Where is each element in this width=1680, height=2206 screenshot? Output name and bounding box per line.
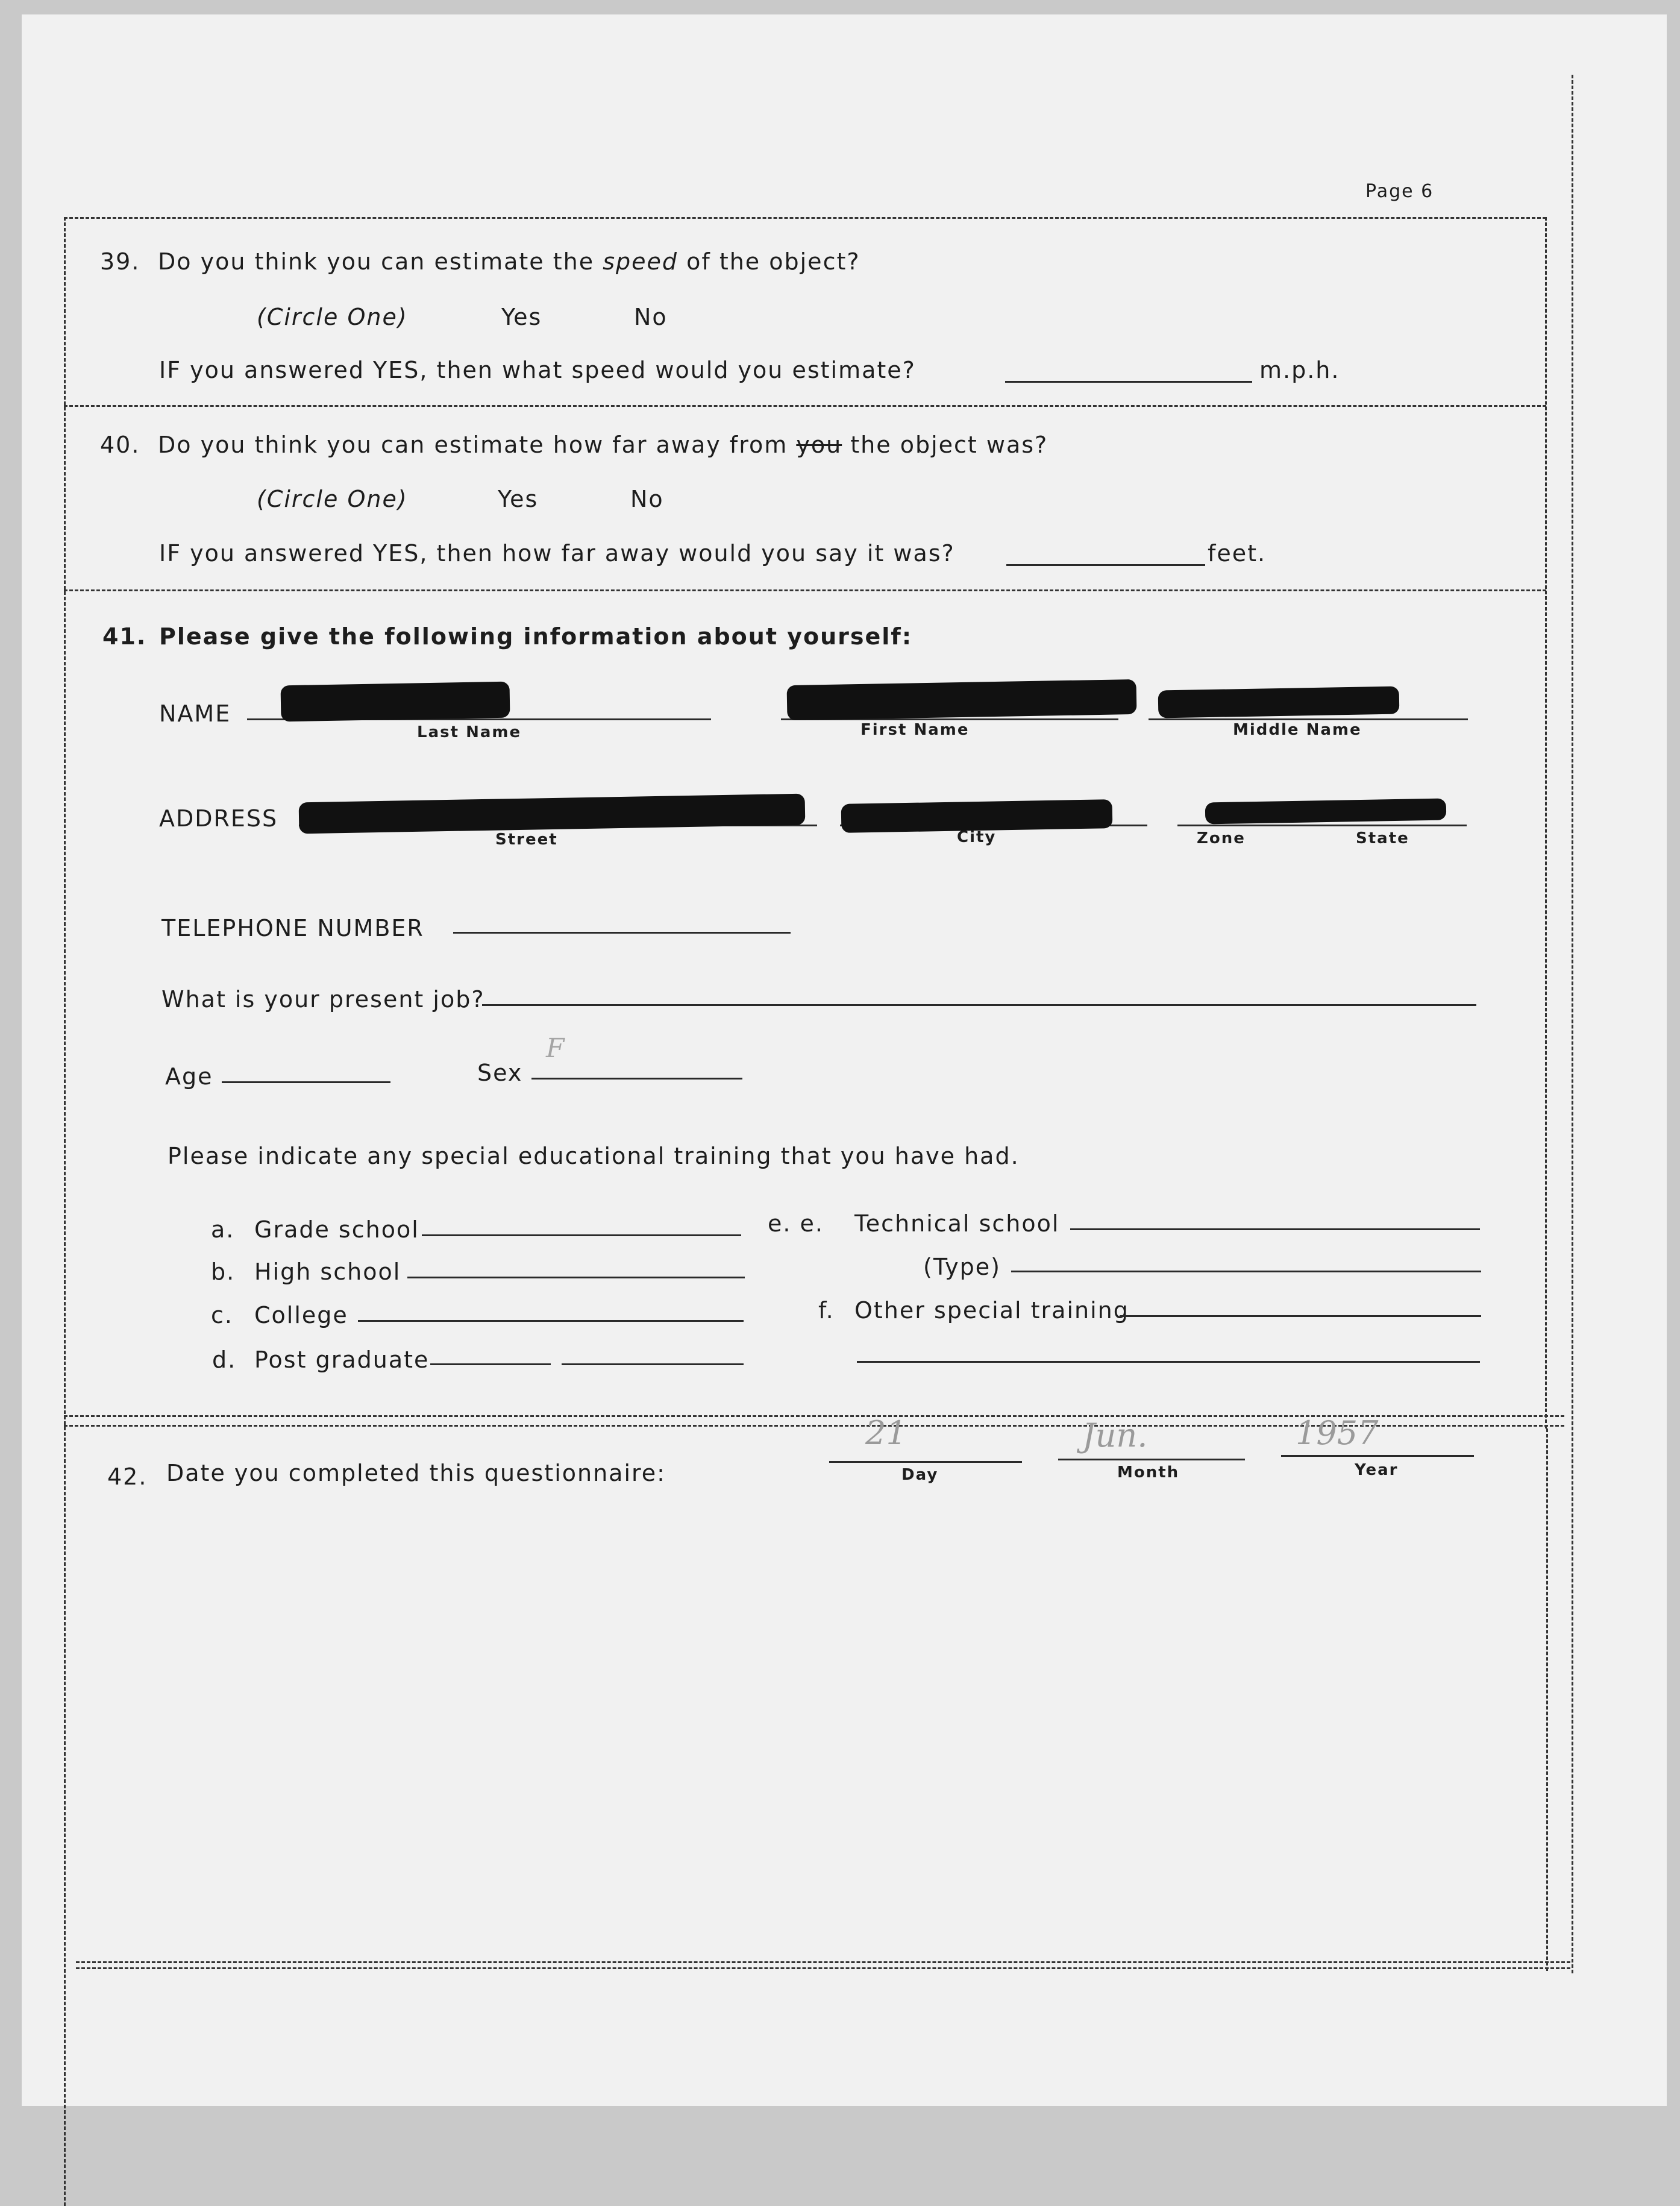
job-label: What is your present job? — [161, 986, 485, 1013]
q40-followup: IF you answered YES, then how far away would you say it was? — [159, 540, 955, 567]
edu-d-label: Post graduate — [254, 1347, 430, 1373]
frame-top — [64, 217, 1546, 219]
frame-left — [64, 217, 66, 2206]
outer-frame-right — [1572, 75, 1573, 1973]
edu-d-letter: d. — [212, 1347, 237, 1373]
q42-number: 42. — [107, 1463, 148, 1490]
age-label: Age — [165, 1063, 213, 1090]
caption-day: Day — [901, 1466, 939, 1484]
q39-followup: IF you answered YES, then what speed would you estimate? — [159, 357, 916, 383]
q39-no-option[interactable]: No — [634, 304, 668, 330]
caption-zone: Zone — [1197, 829, 1246, 847]
edu-e-label: Technical school — [854, 1210, 1060, 1237]
q40-no-option[interactable]: No — [630, 486, 664, 512]
caption-state: State — [1356, 829, 1409, 847]
edu-b-label: High school — [254, 1259, 401, 1285]
q42-prompt: Date you completed this questionnaire: — [166, 1460, 666, 1486]
education-prompt: Please indicate any special educational training that you have had. — [168, 1143, 1020, 1169]
q40-number: 40. — [100, 432, 140, 458]
page-number: Page 6 — [1365, 181, 1434, 202]
edu-c-label: College — [254, 1302, 348, 1328]
caption-middle-name: Middle Name — [1233, 721, 1362, 739]
edu-f-letter: f. — [818, 1297, 835, 1324]
q40-yes-option[interactable]: Yes — [498, 486, 539, 512]
q40-unit: feet. — [1208, 540, 1267, 567]
q39-unit: m.p.h. — [1259, 357, 1340, 383]
middle-name-field[interactable] — [1149, 718, 1468, 720]
q39-circle-label: (Circle One) — [257, 304, 408, 330]
telephone-label: TELEPHONE NUMBER — [161, 915, 424, 941]
q41-number: 41. — [102, 623, 147, 650]
date-year-handwritten: 1957 — [1296, 1414, 1379, 1452]
caption-city: City — [957, 828, 997, 846]
redaction-last-name — [281, 682, 510, 722]
frame-right-upper — [1545, 217, 1547, 1428]
q40-question-start: Do you think you can estimate how far away from — [158, 432, 788, 458]
redaction-first-name — [787, 679, 1137, 720]
divider-40-41 — [64, 589, 1546, 591]
age-field[interactable] — [222, 1081, 390, 1083]
edu-type-field[interactable] — [1011, 1271, 1481, 1272]
q39-number: 39. — [100, 248, 140, 275]
divider-39-40 — [64, 405, 1546, 407]
address-label: ADDRESS — [159, 805, 278, 832]
q39-question-start: Do you think you can estimate the — [158, 248, 595, 275]
frame-bottom-outer — [76, 1967, 1570, 1969]
redaction-street — [299, 794, 806, 834]
sex-label: Sex — [477, 1060, 523, 1086]
edu-high-school-field[interactable] — [407, 1277, 745, 1278]
q40-circle-label: (Circle One) — [257, 486, 408, 512]
q40-question-struck: you — [796, 432, 842, 458]
edu-a-label: Grade school — [254, 1216, 419, 1243]
edu-b-letter: b. — [211, 1259, 236, 1285]
frame-bottom — [76, 1961, 1570, 1963]
redaction-zone-state — [1205, 799, 1447, 825]
edu-c-letter: c. — [211, 1302, 233, 1328]
q40-question-end: the object was? — [850, 432, 1048, 458]
caption-first-name: First Name — [860, 721, 970, 739]
edu-technical-school-field[interactable] — [1070, 1228, 1480, 1230]
q39-yes-option[interactable]: Yes — [501, 304, 542, 330]
date-day-handwritten: 21 — [865, 1414, 907, 1452]
q40-question — [158, 432, 1048, 458]
zone-state-field[interactable] — [1177, 825, 1467, 826]
q39-question — [158, 248, 860, 275]
caption-year: Year — [1355, 1461, 1399, 1479]
edu-f-label: Other special training — [854, 1297, 1129, 1324]
edu-other-training-field-2[interactable] — [857, 1361, 1480, 1363]
q39-question-emphasis: speed — [603, 248, 679, 275]
caption-last-name: Last Name — [417, 723, 522, 741]
edu-type-label: (Type) — [923, 1254, 1001, 1280]
edu-a-letter: a. — [211, 1216, 235, 1243]
frame-right-lower — [1546, 1428, 1548, 1971]
caption-street: Street — [495, 831, 558, 849]
edu-post-graduate-field-b[interactable] — [562, 1363, 744, 1365]
q41-prompt: Please give the following information about yourself: — [159, 623, 913, 650]
edu-other-training-field[interactable] — [1120, 1315, 1481, 1317]
date-month-handwritten: Jun. — [1082, 1416, 1148, 1454]
date-month-field[interactable] — [1058, 1459, 1245, 1460]
sex-field[interactable] — [531, 1078, 742, 1079]
edu-grade-school-field[interactable] — [422, 1234, 741, 1236]
edu-post-graduate-field-a[interactable] — [430, 1363, 551, 1365]
sex-handwritten: F — [546, 1033, 565, 1064]
edu-e-letter: e. e. — [768, 1210, 824, 1237]
redaction-middle-name — [1158, 687, 1400, 718]
date-day-field[interactable] — [829, 1461, 1022, 1463]
caption-month: Month — [1117, 1463, 1180, 1482]
q40-distance-field[interactable] — [1006, 564, 1205, 566]
q39-speed-field[interactable] — [1005, 381, 1252, 383]
job-field[interactable] — [482, 1004, 1476, 1006]
q39-question-end: of the object? — [686, 248, 860, 275]
edu-college-field[interactable] — [358, 1320, 744, 1322]
telephone-field[interactable] — [453, 932, 791, 934]
name-label: NAME — [159, 700, 231, 727]
date-year-field[interactable] — [1281, 1455, 1474, 1457]
questionnaire-page — [22, 14, 1667, 2106]
